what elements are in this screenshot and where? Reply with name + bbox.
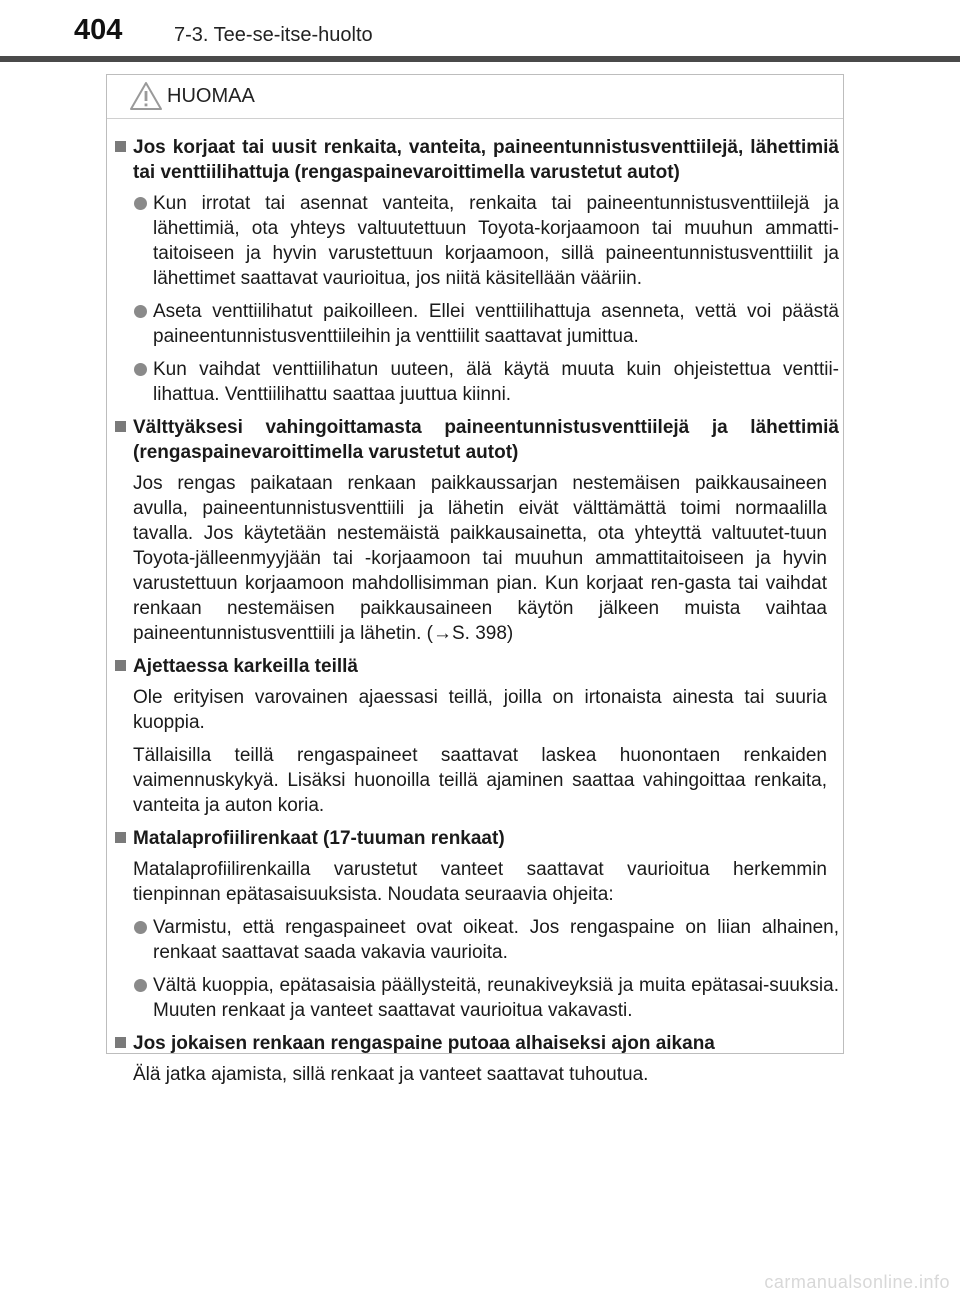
bullet-text: Varmistu, että rengaspaineet ovat oikeat. Jos rengaspaine on liian alhainen, renkaat saattavat saada vakavia vaurioita. (153, 917, 839, 963)
notice-title: HUOMAA (167, 85, 255, 107)
section-heading (113, 654, 839, 679)
section-heading (113, 135, 839, 185)
square-bullet-icon (115, 141, 126, 152)
warning-triangle-icon (129, 81, 163, 111)
section-heading (113, 1031, 839, 1056)
section-heading-text: Välttyäksesi vahingoittamasta paineentunnistusventtiilejä ja lähettimiä (rengaspainevaroittimella varustetut autot) (133, 417, 839, 463)
section-paragraph: Jos rengas paikataan renkaan paikkaussarjan nestemäisen paikkausaineen avulla, paineentunnistusventtiili ja lähetin eivät välttämättä toimi normaalilla tavalla. Jos käytetään nestemäistä paikkausainetta, ota yhteyttä valtuutet-tuun Toyota-jälleenmyyjään tai -korjaamoon tai muuhun ammattitaitoiseen ja hyvin varustettuun korjaamoon mahdollisimman pian. Kun korjaat ren-gasta tai vaihdat renkaan nestemäisen paikkausaineen käytön jälkeen muista vaihtaa paineentunnistusventtiili ja lähetin. (→S. 398) (133, 473, 827, 644)
section-heading (113, 826, 839, 851)
section-paragraph: Matalaprofiilirenkailla varustetut vanteet saattavat vaurioitua herkemmin tienpinnan epätasaisuuksista. Noudata seuraavia ohjeita: (133, 859, 827, 905)
bullet-text: Aseta venttiilihatut paikoilleen. Ellei venttiilihattuja asenneta, vettä voi päästä paineentunnistusventtiileihin ja venttiilit saattavat jumittua. (153, 301, 839, 347)
bullet-item (113, 191, 839, 291)
notice-header (107, 75, 843, 119)
section-paragraph: Tällaisilla teillä rengaspaineet saattavat laskea huonontaen renkaiden vaimennuskykyä. Lisäksi huonoilla teillä ajaminen saattaa vahingoittaa renkaita, vanteita ja auton koria. (133, 745, 827, 816)
bullet-item (113, 357, 839, 407)
bullet-text: Kun vaihdat venttiilihatun uuteen, älä käytä muuta kuin ohjeistettua venttii-lihattua. Venttiilihattu saattaa juuttua kiinni. (153, 359, 839, 405)
section-heading-text: Ajettaessa karkeilla teillä (133, 656, 358, 677)
round-bullet-icon (134, 979, 147, 992)
round-bullet-icon (134, 921, 147, 934)
square-bullet-icon (115, 660, 126, 671)
bullet-item (113, 299, 839, 349)
header-rule (0, 56, 960, 62)
section-heading-text: Matalaprofiilirenkaat (17-tuuman renkaat) (133, 828, 505, 849)
notice-content (113, 135, 839, 1095)
bullet-text: Vältä kuoppia, epätasaisia päällysteitä, reunakiveyksiä ja muita epätasai-suuksia. Muuten renkaat ja vanteet saattavat vaurioitua vakavasti. (153, 975, 839, 1021)
section-paragraph: Älä jatka ajamista, sillä renkaat ja vanteet saattavat tuhoutua. (133, 1064, 649, 1085)
square-bullet-icon (115, 832, 126, 843)
bullet-item (113, 915, 839, 965)
notice-box (106, 74, 844, 1085)
round-bullet-icon (134, 197, 147, 210)
bullet-item (113, 973, 839, 1023)
square-bullet-icon (115, 421, 126, 432)
section-title: 7-3. Tee-se-itse-huolto (174, 24, 373, 46)
square-bullet-icon (115, 1037, 126, 1048)
page-number: 404 (74, 14, 123, 46)
watermark: carmanualsonline.info (764, 1272, 950, 1292)
section-heading-text: Jos jokaisen renkaan rengaspaine putoaa alhaiseksi ajon aikana (133, 1033, 715, 1054)
round-bullet-icon (134, 305, 147, 318)
round-bullet-icon (134, 363, 147, 376)
section-heading-text: Jos korjaat tai uusit renkaita, vanteita, paineentunnistusventtiilejä, lähettimiä tai venttiilihattuja (rengaspainevaroittimella varustetut autot) (133, 137, 839, 183)
section-paragraph: Ole erityisen varovainen ajaessasi teillä, joilla on irtonaista ainesta tai suuria kuoppia. (133, 687, 827, 733)
bullet-text: Kun irrotat tai asennat vanteita, renkaita tai paineentunnistusventtiilejä ja lähettimiä, ota yhteys valtuutettuun Toyota-korjaamoon tai muuhun ammatti-taitoiseen ja hyvin varustettuun korjaamoon, sillä paineentunnistusventtiilit ja lähettimet saattavat vaurioitua, jos niitä käsitellään vääriin. (153, 193, 839, 289)
section-heading (113, 415, 839, 465)
